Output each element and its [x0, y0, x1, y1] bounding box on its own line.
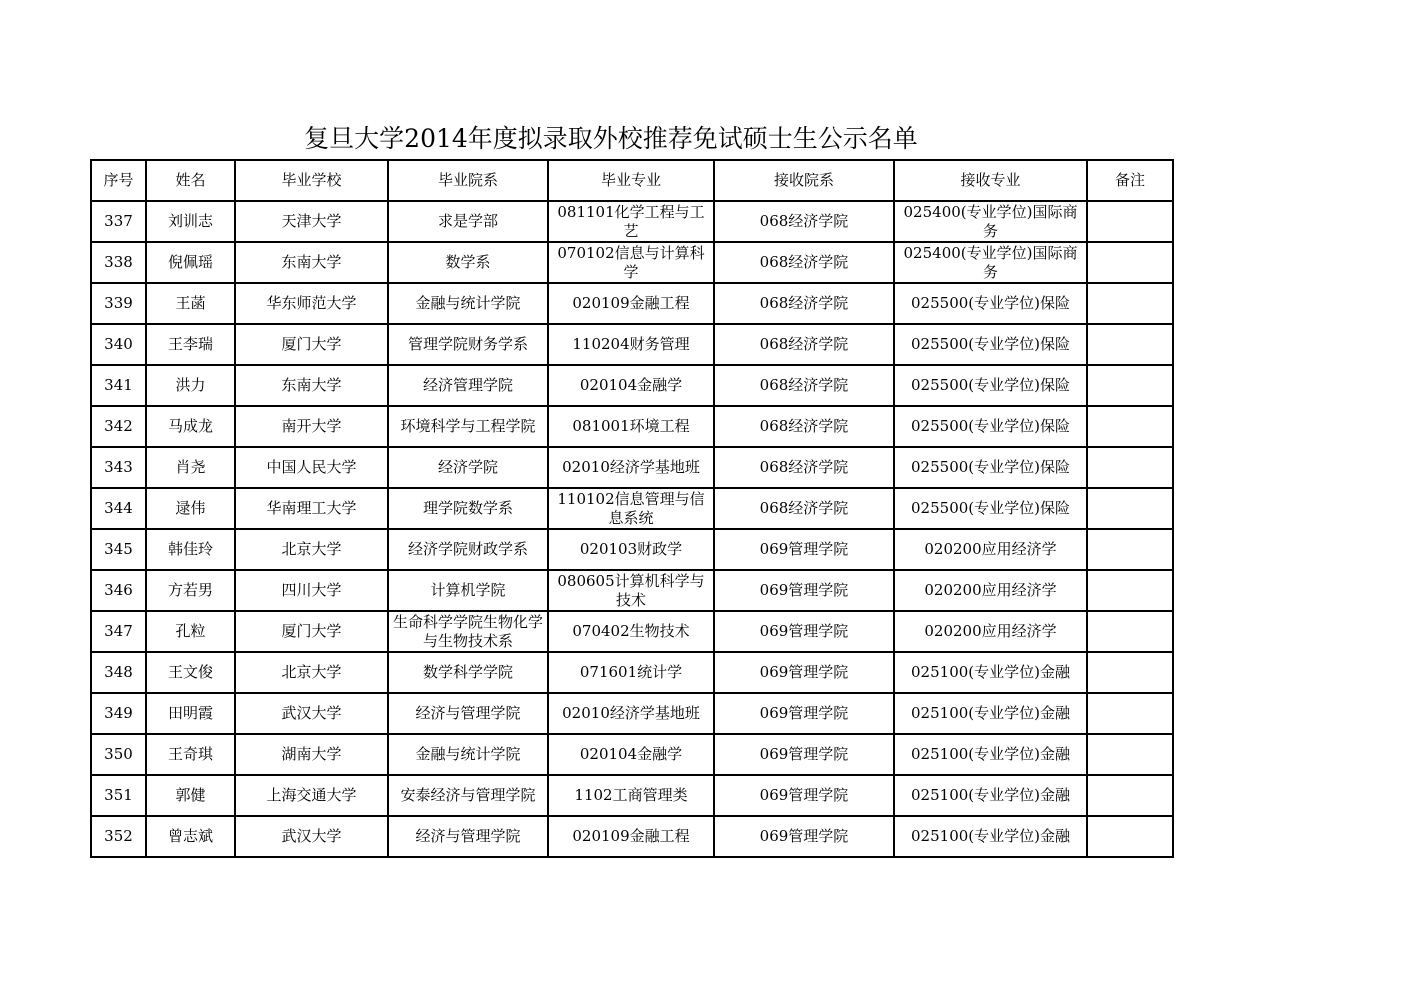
cell-name: 王菡 — [146, 283, 235, 324]
cell-index: 349 — [91, 693, 146, 734]
cell-major: 020109金融工程 — [548, 816, 714, 857]
cell-remarks — [1087, 693, 1173, 734]
cell-department: 理学院数学系 — [388, 488, 548, 529]
cell-school: 四川大学 — [235, 570, 388, 611]
col-header-remarks: 备注 — [1087, 160, 1173, 201]
cell-remarks — [1087, 283, 1173, 324]
cell-index: 344 — [91, 488, 146, 529]
cell-name: 王奇琪 — [146, 734, 235, 775]
roster-table — [90, 159, 1174, 858]
cell-major: 02010经济学基地班 — [548, 693, 714, 734]
cell-receiving-department: 068经济学院 — [714, 447, 894, 488]
cell-school: 东南大学 — [235, 365, 388, 406]
cell-department: 安泰经济与管理学院 — [388, 775, 548, 816]
cell-receiving-department: 069管理学院 — [714, 693, 894, 734]
cell-receiving-department: 069管理学院 — [714, 734, 894, 775]
cell-receiving-major: 020200应用经济学 — [894, 570, 1087, 611]
cell-index: 350 — [91, 734, 146, 775]
cell-receiving-department: 068经济学院 — [714, 406, 894, 447]
cell-receiving-major: 025500(专业学位)保险 — [894, 406, 1087, 447]
table-row — [91, 406, 1173, 447]
cell-remarks — [1087, 816, 1173, 857]
cell-index: 340 — [91, 324, 146, 365]
cell-receiving-department: 069管理学院 — [714, 570, 894, 611]
cell-index: 351 — [91, 775, 146, 816]
cell-name: 王文俊 — [146, 652, 235, 693]
cell-name: 孔粒 — [146, 611, 235, 652]
cell-receiving-department: 069管理学院 — [714, 652, 894, 693]
cell-receiving-department: 068经济学院 — [714, 324, 894, 365]
cell-department: 计算机学院 — [388, 570, 548, 611]
cell-remarks — [1087, 734, 1173, 775]
col-header-department: 毕业院系 — [388, 160, 548, 201]
cell-receiving-major: 025500(专业学位)保险 — [894, 365, 1087, 406]
cell-index: 338 — [91, 242, 146, 283]
cell-major: 110204财务管理 — [548, 324, 714, 365]
cell-receiving-department: 069管理学院 — [714, 611, 894, 652]
table-row — [91, 693, 1173, 734]
cell-remarks — [1087, 652, 1173, 693]
cell-name: 田明霞 — [146, 693, 235, 734]
cell-major: 020103财政学 — [548, 529, 714, 570]
cell-school: 东南大学 — [235, 242, 388, 283]
cell-school: 南开大学 — [235, 406, 388, 447]
col-header-receiving-major: 接收专业 — [894, 160, 1087, 201]
table-row — [91, 734, 1173, 775]
cell-school: 华东师范大学 — [235, 283, 388, 324]
cell-department: 经济学院财政学系 — [388, 529, 548, 570]
table-row — [91, 529, 1173, 570]
table-row — [91, 775, 1173, 816]
table-row — [91, 488, 1173, 529]
cell-receiving-department: 069管理学院 — [714, 775, 894, 816]
cell-receiving-department: 068经济学院 — [714, 283, 894, 324]
cell-receiving-department: 068经济学院 — [714, 488, 894, 529]
cell-remarks — [1087, 201, 1173, 242]
cell-department: 管理学院财务学系 — [388, 324, 548, 365]
cell-major: 071601统计学 — [548, 652, 714, 693]
table-row — [91, 652, 1173, 693]
cell-school: 厦门大学 — [235, 324, 388, 365]
cell-receiving-major: 025100(专业学位)金融 — [894, 816, 1087, 857]
cell-remarks — [1087, 324, 1173, 365]
cell-remarks — [1087, 242, 1173, 283]
cell-name: 方若男 — [146, 570, 235, 611]
cell-name: 逯伟 — [146, 488, 235, 529]
cell-remarks — [1087, 775, 1173, 816]
cell-index: 341 — [91, 365, 146, 406]
cell-major: 070402生物技术 — [548, 611, 714, 652]
cell-name: 曾志斌 — [146, 816, 235, 857]
cell-major: 02010经济学基地班 — [548, 447, 714, 488]
page-title: 复旦大学2014年度拟录取外校推荐免试硕士生公示名单 — [304, 124, 918, 153]
table-row — [91, 283, 1173, 324]
cell-index: 346 — [91, 570, 146, 611]
cell-receiving-major: 025500(专业学位)保险 — [894, 447, 1087, 488]
cell-receiving-department: 068经济学院 — [714, 365, 894, 406]
cell-school: 武汉大学 — [235, 816, 388, 857]
cell-index: 337 — [91, 201, 146, 242]
cell-remarks — [1087, 570, 1173, 611]
cell-remarks — [1087, 611, 1173, 652]
cell-school: 湖南大学 — [235, 734, 388, 775]
cell-receiving-major: 020200应用经济学 — [894, 611, 1087, 652]
table-row — [91, 201, 1173, 242]
cell-name: 马成龙 — [146, 406, 235, 447]
cell-name: 王李瑞 — [146, 324, 235, 365]
cell-receiving-major: 025400(专业学位)国际商务 — [894, 242, 1087, 283]
cell-receiving-department: 069管理学院 — [714, 529, 894, 570]
cell-major: 081101化学工程与工艺 — [548, 201, 714, 242]
cell-receiving-major: 025500(专业学位)保险 — [894, 283, 1087, 324]
cell-major: 020109金融工程 — [548, 283, 714, 324]
cell-department: 环境科学与工程学院 — [388, 406, 548, 447]
cell-name: 韩佳玲 — [146, 529, 235, 570]
cell-index: 339 — [91, 283, 146, 324]
cell-receiving-major: 025500(专业学位)保险 — [894, 488, 1087, 529]
cell-department: 数学系 — [388, 242, 548, 283]
cell-department: 经济学院 — [388, 447, 548, 488]
cell-remarks — [1087, 447, 1173, 488]
cell-school: 北京大学 — [235, 529, 388, 570]
cell-major: 020104金融学 — [548, 734, 714, 775]
cell-remarks — [1087, 365, 1173, 406]
cell-receiving-major: 025500(专业学位)保险 — [894, 324, 1087, 365]
cell-receiving-major: 025100(专业学位)金融 — [894, 775, 1087, 816]
cell-school: 中国人民大学 — [235, 447, 388, 488]
cell-school: 华南理工大学 — [235, 488, 388, 529]
cell-index: 352 — [91, 816, 146, 857]
cell-major: 020104金融学 — [548, 365, 714, 406]
cell-receiving-department: 068经济学院 — [714, 242, 894, 283]
cell-remarks — [1087, 529, 1173, 570]
cell-major: 110102信息管理与信息系统 — [548, 488, 714, 529]
table-row — [91, 611, 1173, 652]
table-row — [91, 242, 1173, 283]
table-row — [91, 324, 1173, 365]
cell-name: 肖尧 — [146, 447, 235, 488]
col-header-index: 序号 — [91, 160, 146, 201]
cell-school: 天津大学 — [235, 201, 388, 242]
cell-department: 金融与统计学院 — [388, 734, 548, 775]
cell-major: 081001环境工程 — [548, 406, 714, 447]
cell-index: 343 — [91, 447, 146, 488]
cell-school: 武汉大学 — [235, 693, 388, 734]
cell-major: 1102工商管理类 — [548, 775, 714, 816]
cell-index: 347 — [91, 611, 146, 652]
cell-receiving-major: 025100(专业学位)金融 — [894, 652, 1087, 693]
cell-school: 厦门大学 — [235, 611, 388, 652]
cell-receiving-major: 025400(专业学位)国际商务 — [894, 201, 1087, 242]
cell-remarks — [1087, 488, 1173, 529]
cell-receiving-department: 068经济学院 — [714, 201, 894, 242]
cell-department: 生命科学学院生物化学与生物技术系 — [388, 611, 548, 652]
col-header-school: 毕业学校 — [235, 160, 388, 201]
cell-index: 345 — [91, 529, 146, 570]
cell-department: 求是学部 — [388, 201, 548, 242]
cell-receiving-department: 069管理学院 — [714, 816, 894, 857]
cell-department: 金融与统计学院 — [388, 283, 548, 324]
cell-name: 倪佩瑶 — [146, 242, 235, 283]
cell-remarks — [1087, 406, 1173, 447]
table-row — [91, 816, 1173, 857]
table-row — [91, 570, 1173, 611]
cell-department: 经济管理学院 — [388, 365, 548, 406]
table-row — [91, 447, 1173, 488]
table-row — [91, 365, 1173, 406]
cell-index: 342 — [91, 406, 146, 447]
cell-department: 数学科学学院 — [388, 652, 548, 693]
cell-major: 080605计算机科学与技术 — [548, 570, 714, 611]
cell-name: 郭健 — [146, 775, 235, 816]
cell-receiving-major: 020200应用经济学 — [894, 529, 1087, 570]
cell-name: 洪力 — [146, 365, 235, 406]
cell-department: 经济与管理学院 — [388, 816, 548, 857]
table-header-row — [91, 160, 1173, 201]
table-body — [91, 201, 1173, 857]
cell-index: 348 — [91, 652, 146, 693]
cell-school: 北京大学 — [235, 652, 388, 693]
cell-receiving-major: 025100(专业学位)金融 — [894, 693, 1087, 734]
col-header-receiving-department: 接收院系 — [714, 160, 894, 201]
col-header-name: 姓名 — [146, 160, 235, 201]
cell-major: 070102信息与计算科学 — [548, 242, 714, 283]
cell-school: 上海交通大学 — [235, 775, 388, 816]
col-header-major: 毕业专业 — [548, 160, 714, 201]
cell-department: 经济与管理学院 — [388, 693, 548, 734]
cell-receiving-major: 025100(专业学位)金融 — [894, 734, 1087, 775]
cell-name: 刘训志 — [146, 201, 235, 242]
